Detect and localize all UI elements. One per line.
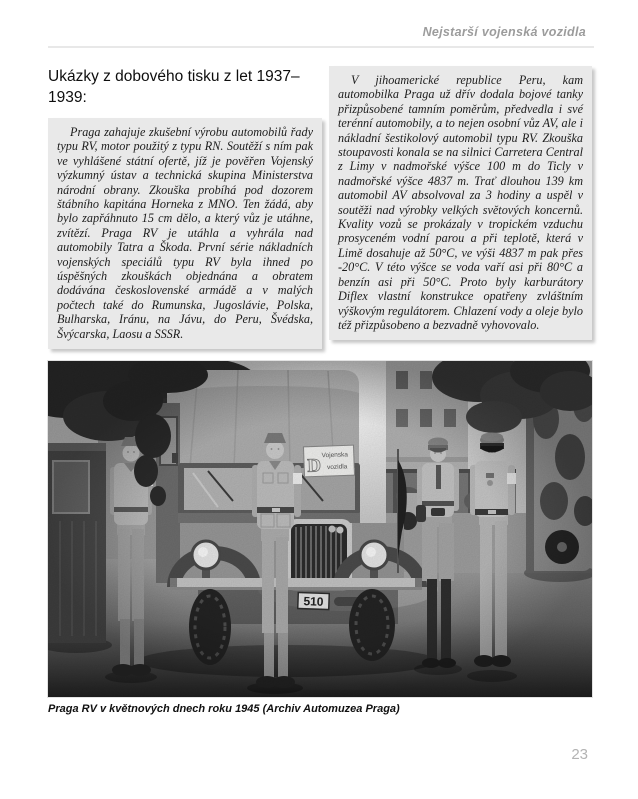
right-column	[329, 66, 592, 340]
left-text-paragraph: Praga zahajuje zkušební výrobu automobilů řady typu RV, motor použitý z typu RN. Soutěží s ním pak ve vyhlášené státní ofertě, jíž je pověřen Vojenský výzkumný ústav a technická skupina Ministerstva národní obrany. Zkouška probíhá pod dozorem štábního kapitána Horneka z MNO. Ten žádá, aby bylo zapřáhnuto 15 cm dělo, a který vůz je utáhne, zvítězí. Praga RV je utáhla a vyhrála nad automobily Tatra a Škoda. První série nákladních vojenských speciálů typu RV byla ihned po úspěšných zkouškách objednána a obratem dodávána československé armádě a v malých počtech také do Rumunska, Jugoslávie, Polska, Bulharska, Iránu, na Jávu, do Peru, Švédska, Švýcarska, Laosu a SSSR.	[57, 125, 313, 341]
photo-image	[48, 361, 592, 697]
photo-caption: Praga RV v květnových dnech roku 1945 (Archiv Automuzea Praga)	[48, 703, 400, 715]
right-text-box	[329, 66, 592, 340]
two-column-layout	[48, 66, 592, 349]
header-rule	[48, 46, 594, 48]
section-heading: Ukázky z dobového tisku z let 1937–1939:	[48, 68, 300, 106]
right-text-paragraph: V jihoamerické republice Peru, kam automobilka Praga už dřív dodala bojové tanky přizpůsobené tamním poměrům, předvedla i své terénní automobily, a to nejen osobní vůz AV, ale i nákladní šestikolový automobil typu RV. Zkouška stoupavosti konala se na silnici Carretera Central z Limy v nadmořské výšce 100 m do Ticly v nadmořské výšce 4837 m. Trať dlouhou 139 km automobil AV absolvoval za 3 hodiny a uspěl v soutěži nad výrobky velkých světových koncernů. Kvality vozů se prokázaly v tropickém vzduchu prosyceném vodní parou a při teplotě, která v Limě dosahuje až 50°C, ve výši 4837 m pak přes -20°C. V této výšce se voda vaří asi při 80°C a benzín asi při 50°C. Proto byly karburátory Diflex vlastní konstrukce opatřeny zvláštním výškovým regulátorem. Chlazení vody a oleje bylo též přizpůsobeno a bezvadně vyhovovalo.	[338, 73, 583, 332]
photo-praga-rv	[48, 361, 592, 697]
left-text-box	[48, 118, 322, 349]
vignette	[48, 361, 592, 697]
running-header-title: Nejstarší vojenská vozidla	[422, 25, 586, 39]
left-column	[48, 66, 322, 349]
page-number: 23	[571, 746, 588, 763]
